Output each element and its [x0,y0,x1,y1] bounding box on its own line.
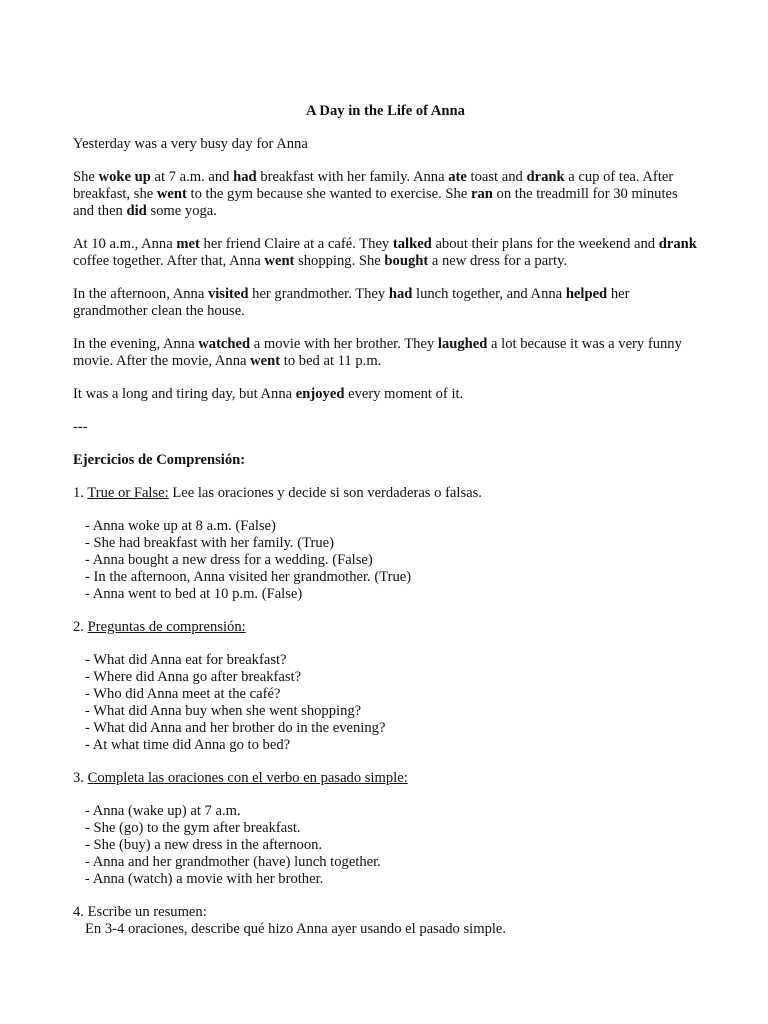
paragraph-text: a lot because it was a very funny movie. After the movie, Anna [73,336,682,369]
exercise-number: 4. [73,904,84,920]
bold-verb: drank [526,169,565,185]
story-paragraph [73,336,698,370]
paragraph-text: every moment of it. [344,386,464,402]
section-separator: --- [73,419,88,435]
list-item: - What did Anna and her brother do in the evening? [85,720,386,736]
paragraph-text: a cup of tea. After breakfast, she [73,169,674,202]
list-item: - What did Anna buy when she went shopping? [85,703,362,719]
list-item: - In the afternoon, Anna visited her grandmother. (True) [85,569,412,585]
list-item: - Anna and her grandmother (have) lunch together. [85,854,381,870]
paragraph-text: toast and [466,169,527,185]
list-item: - Who did Anna meet at the café? [85,686,281,702]
bold-verb: had [233,169,257,185]
story-paragraph [73,236,698,270]
paragraph-text: her friend Claire at a café. They [199,236,393,252]
story-paragraph [73,169,698,220]
paragraph-text: to bed at 11 p.m. [280,353,382,369]
document-page [73,103,698,938]
paragraph-text: At 10 a.m., Anna [73,236,177,252]
bold-verb: visited [207,286,249,302]
exercise-number: 1. [73,485,84,501]
exercise-number: 3. [73,770,84,786]
exercise-1-heading [73,485,698,502]
bold-verb: drank [658,236,697,252]
paragraph-text: a movie with her brother. They [250,336,438,352]
exercise-3-list [73,803,698,888]
paragraph-text: In the evening, Anna [73,336,199,352]
list-item: - She (buy) a new dress in the afternoon. [85,837,323,853]
bold-verb: ate [448,169,467,185]
exercises-heading: Ejercicios de Comprensión: [73,452,246,468]
bold-verb: ran [470,186,493,202]
bold-verb: talked [392,236,432,252]
bold-verb: met [176,236,200,252]
paragraph-text: to the gym because she wanted to exercise. She [186,186,471,202]
list-item: - Anna woke up at 8 a.m. (False) [85,518,276,534]
paragraph-text: It was a long and tiring day, but Anna [73,386,296,402]
paragraph-text: her grandmother. They [248,286,389,302]
exercise-4-heading [73,904,698,921]
bold-verb: went [156,186,187,202]
exercise-title: Preguntas de comprensión: [87,619,246,635]
paragraph-text: breakfast with her family. Anna [256,169,449,185]
exercise-3-heading [73,770,698,787]
exercise-title: Escribe un resumen: [87,904,207,920]
bold-verb: had [388,286,413,302]
exercise-1-list [73,518,698,603]
list-item: - She had breakfast with her family. (True) [85,535,334,551]
intro-paragraph: Yesterday was a very busy day for Anna [73,136,308,152]
exercise-4-instruction: En 3-4 oraciones, describe qué hizo Anna ayer usando el pasado simple. [85,921,507,937]
exercise-2-heading [73,619,698,636]
paragraph-text: a new dress for a party. [428,253,568,269]
story-paragraph [73,386,698,403]
paragraph-text: some yoga. [146,203,217,219]
list-item: - What did Anna eat for breakfast? [85,652,287,668]
paragraph-text: at 7 a.m. and [150,169,234,185]
bold-verb: did [126,203,147,219]
story-paragraph [73,286,698,320]
list-item: - Anna (wake up) at 7 a.m. [85,803,241,819]
bold-verb: went [250,353,281,369]
list-item: - Where did Anna go after breakfast? [85,669,302,685]
bold-verb: went [264,253,295,269]
bold-verb: helped [565,286,608,302]
exercise-instruction: Lee las oraciones y decide si son verdaderas o falsas. [168,485,482,501]
bold-verb: woke up [98,169,151,185]
paragraph-text: She [73,169,99,185]
paragraph-text: about their plans for the weekend and [431,236,659,252]
list-item: - Anna went to bed at 10 p.m. (False) [85,586,303,602]
bold-verb: watched [198,336,251,352]
list-item: - Anna (watch) a movie with her brother. [85,871,324,887]
list-item: - Anna bought a new dress for a wedding. (False) [85,552,373,568]
exercise-2-list [73,652,698,754]
document-title: A Day in the Life of Anna [306,103,465,119]
exercise-title: True or False: [87,485,169,501]
paragraph-text: on the treadmill for 30 minutes and then [73,186,678,219]
list-item: - At what time did Anna go to bed? [85,737,291,753]
bold-verb: enjoyed [295,386,345,402]
list-item: - She (go) to the gym after breakfast. [85,820,301,836]
exercise-title: Completa las oraciones con el verbo en pasado simple: [87,770,408,786]
exercise-number: 2. [73,619,84,635]
bold-verb: bought [384,253,429,269]
paragraph-text: her grandmother clean the house. [73,286,630,319]
paragraph-text: shopping. She [294,253,385,269]
paragraph-text: lunch together, and Anna [412,286,566,302]
paragraph-text: coffee together. After that, Anna [73,253,265,269]
paragraph-text: In the afternoon, Anna [73,286,208,302]
bold-verb: laughed [437,336,488,352]
